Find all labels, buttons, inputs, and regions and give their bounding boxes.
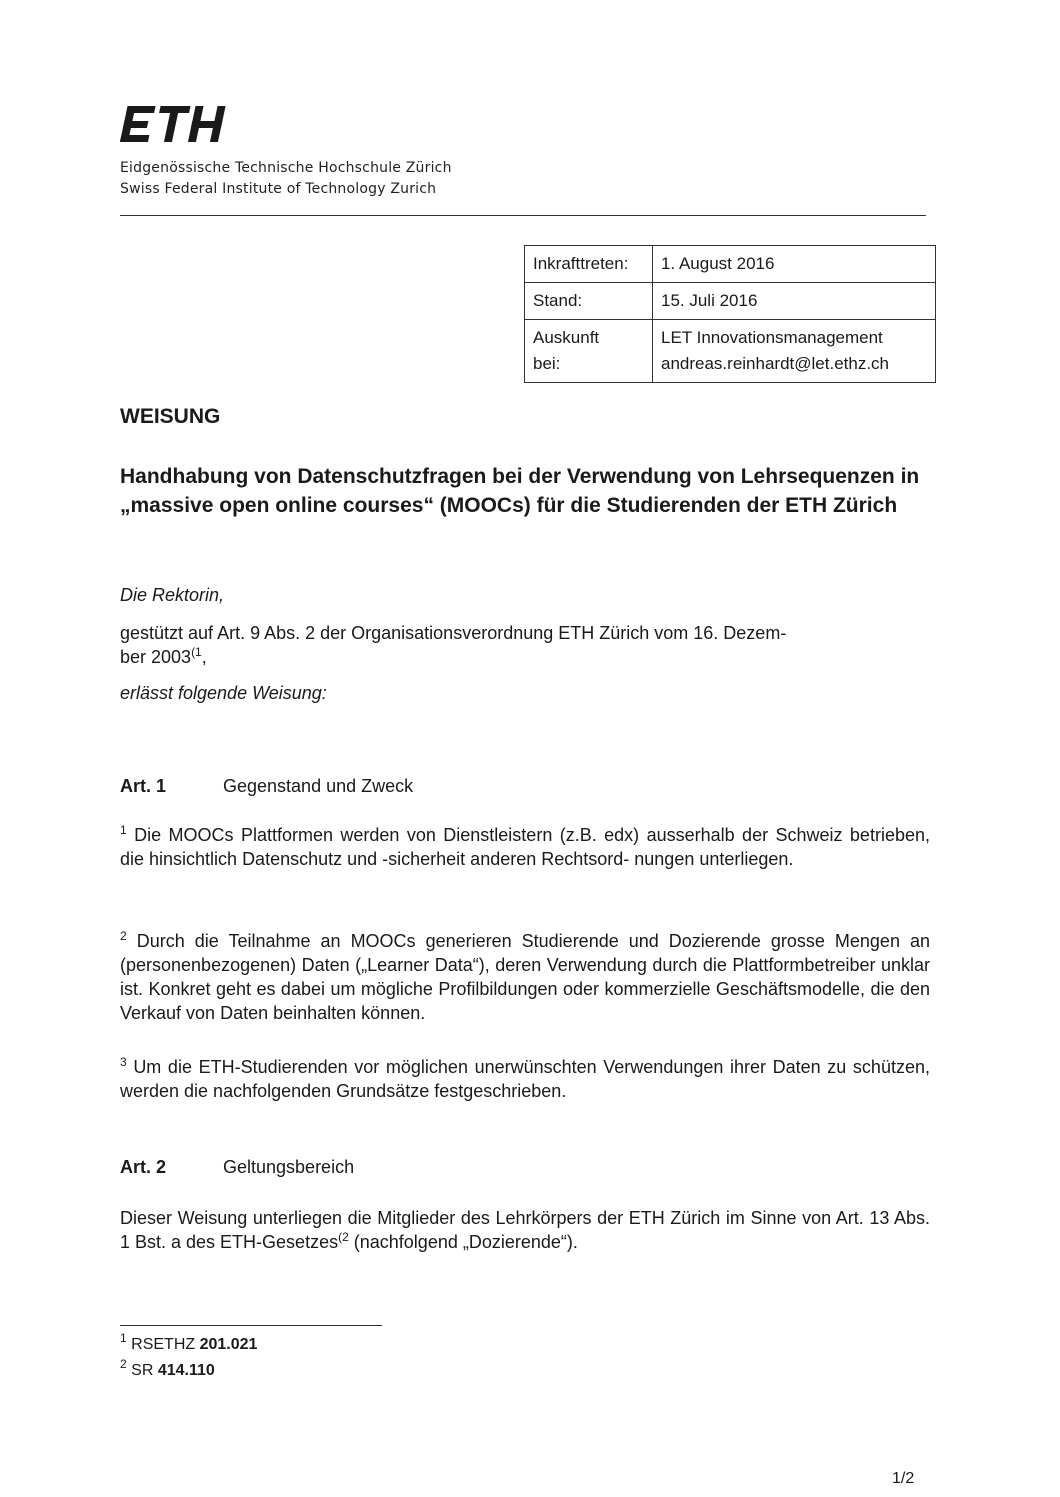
footnote-divider — [120, 1325, 382, 1326]
footnote-1 — [120, 1331, 258, 1354]
footnote-prefix: RSETHZ — [131, 1336, 200, 1353]
article-2-heading — [120, 1157, 354, 1178]
metadata-table — [524, 245, 936, 383]
article-1-paragraph-1 — [120, 823, 930, 871]
preamble-basis-line2 — [120, 645, 786, 669]
footnote-prefix: SR — [131, 1362, 158, 1379]
paragraph-text: Dieser Weisung unterliegen die Mitglieder des Lehrkörpers der ETH Zürich im Sinne von Art. 13 Abs. 1 Bst. a des ETH-Gesetzes — [120, 1208, 930, 1252]
article-2-paragraph — [120, 1206, 930, 1254]
footnote-ref: (1 — [191, 645, 202, 659]
footnote-ref: (2 — [338, 1230, 349, 1244]
paragraph-text: Um die ETH-Studierenden vor möglichen unerwünschten Verwendungen ihrer Daten zu schützen, werden die nachfolgenden Grundsätze festgeschrieben. — [120, 1057, 930, 1101]
footnote-reference: 201.021 — [199, 1336, 258, 1353]
preamble-basis — [120, 621, 786, 669]
article-title: Geltungsbereich — [223, 1157, 355, 1177]
contact-value — [653, 320, 936, 383]
paragraph-text: Durch die Teilnahme an MOOCs generieren Studierende und Dozierende grosse Mengen an (personenbezogenen) Daten („Learner Data“), deren Verwendung durch die Plattformbetreiber unklar ist. Konkret geht es dabei um mögliche Profilbildungen oder kommerzielle Geschäftsmodelle, die den Verkauf von Daten beinhalten können. — [120, 931, 930, 1023]
preamble-basis-line1: gestützt auf Art. 9 Abs. 2 der Organisationsverordnung ETH Zürich vom 16. Dezem- — [120, 623, 787, 643]
paragraph-number: 2 — [120, 929, 127, 943]
preamble-basis-end: , — [201, 647, 207, 667]
article-1-paragraph-3 — [120, 1055, 930, 1103]
document-title: Handhabung von Datenschutzfragen bei der Verwendung von Lehrsequenzen in „massive open online courses“ (MOOCs) für die Studierenden der ETH Zürich — [120, 465, 920, 517]
article-number: Art. 1 — [120, 776, 167, 796]
effective-date-label: Inkrafttreten: — [525, 246, 653, 283]
status-date-value: 15. Juli 2016 — [653, 283, 936, 320]
table-row — [525, 320, 936, 383]
contact-label — [525, 320, 653, 383]
effective-date-value: 1. August 2016 — [653, 246, 936, 283]
contact-email[interactable]: andreas.reinhardt@let.ethz.ch — [661, 354, 889, 373]
paragraph-number: 3 — [120, 1055, 127, 1069]
eth-logo — [120, 104, 240, 146]
status-date-label: Stand: — [525, 283, 653, 320]
footnote-2 — [120, 1357, 215, 1380]
paragraph-text-end: (nachfolgend „Dozierende“). — [348, 1232, 578, 1252]
preamble-enact: erlässt folgende Weisung: — [120, 683, 327, 703]
preamble-issuer: Die Rektorin, — [120, 585, 225, 605]
contact-label-line1: Auskunft — [533, 328, 600, 347]
contact-department: LET Innovationsmanagement — [661, 328, 883, 347]
article-1-paragraph-2 — [120, 929, 930, 1025]
document-type-heading: WEISUNG — [120, 405, 221, 428]
institution-name-de: Eidgenössische Technische Hochschule Zürich — [120, 160, 452, 176]
paragraph-number: 1 — [120, 823, 127, 837]
contact-label-line2: bei: — [533, 354, 561, 373]
institution-name-en: Swiss Federal Institute of Technology Zurich — [120, 181, 437, 197]
page-number: 1/2 — [892, 1470, 915, 1487]
table-row — [525, 283, 936, 320]
paragraph-text: Die MOOCs Plattformen werden von Dienstleistern (z.B. edx) ausserhalb der Schweiz betrieben, die hinsichtlich Datenschutz und -sicherheit anderen Rechtsord- nungen unterliegen. — [120, 825, 930, 869]
article-title: Gegenstand und Zweck — [223, 776, 414, 796]
article-number: Art. 2 — [120, 1157, 167, 1177]
footnote-number: 2 — [120, 1357, 127, 1371]
preamble-basis-text: ber 2003 — [120, 647, 192, 667]
table-row — [525, 246, 936, 283]
header-divider — [120, 215, 926, 216]
footnote-reference: 414.110 — [157, 1362, 215, 1379]
article-1-heading — [120, 776, 413, 797]
footnote-number: 1 — [120, 1331, 127, 1345]
